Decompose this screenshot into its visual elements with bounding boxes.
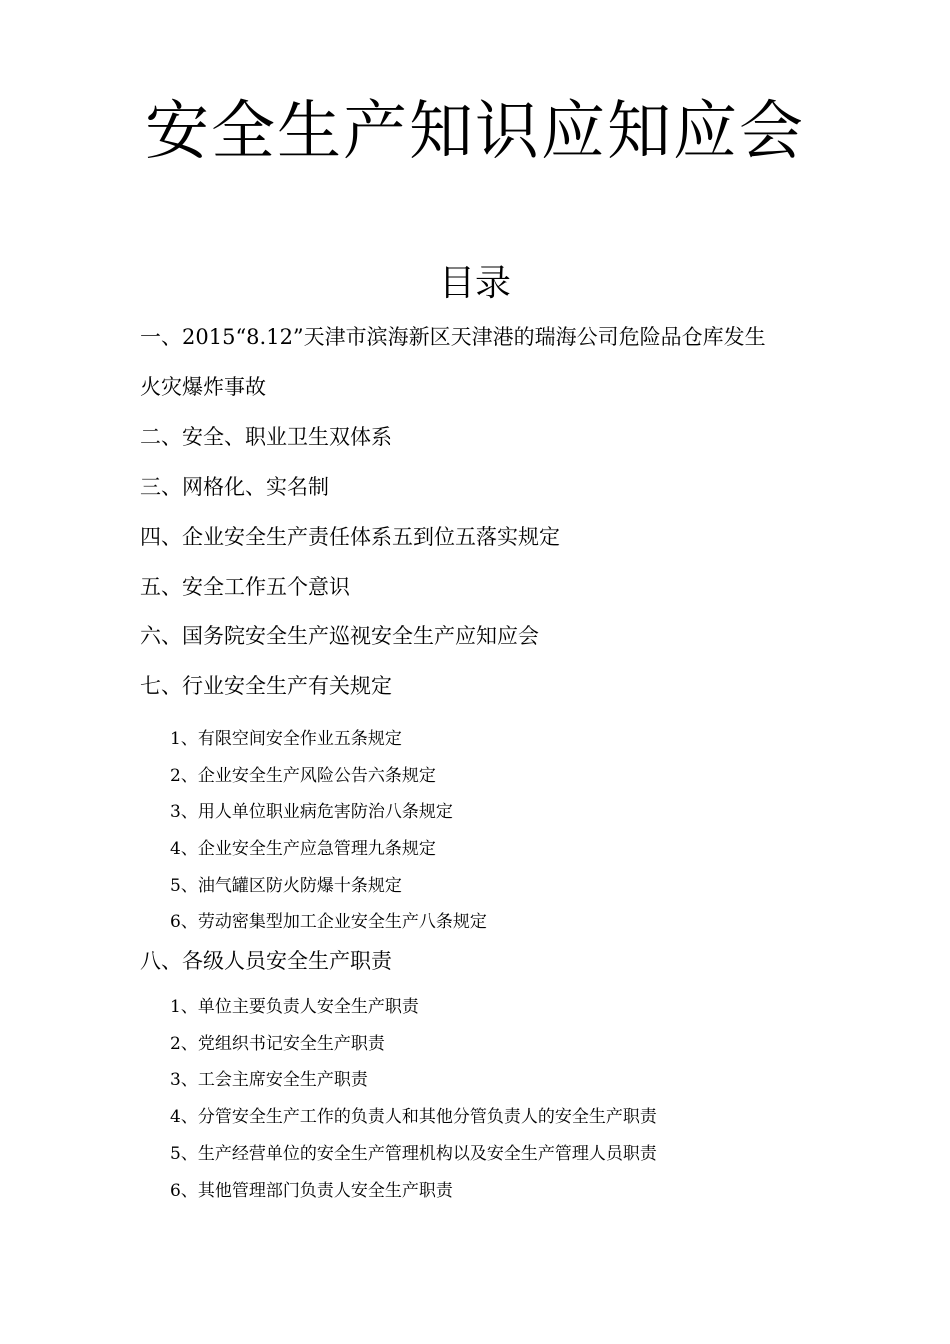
toc-subitem-7-4: 4、企业安全生产应急管理九条规定 [170,839,436,859]
toc-subitem-8-6: 6、其他管理部门负责人安全生产职责 [170,1181,453,1201]
toc-item-4: 四、企业安全生产责任体系五到位五落实规定 [140,525,560,549]
toc-item-3: 三、网格化、实名制 [140,475,329,499]
toc-item-7: 七、行业安全生产有关规定 [140,674,392,698]
toc-item-6: 六、国务院安全生产巡视安全生产应知应会 [140,624,539,648]
toc-item-1-continued: 火灾爆炸事故 [140,375,266,399]
toc-subitem-7-5: 5、油气罐区防火防爆十条规定 [170,876,402,896]
toc-item-2: 二、安全、职业卫生双体系 [140,425,392,449]
toc-subitem-7-6: 6、劳动密集型加工企业安全生产八条规定 [170,912,487,932]
toc-item-8: 八、各级人员安全生产职责 [140,949,392,973]
toc-subitem-7-3: 3、用人单位职业病危害防治八条规定 [170,802,453,822]
toc-subitem-8-1: 1、单位主要负责人安全生产职责 [170,997,419,1017]
toc-item-1: 一、2015“8.12”天津市滨海新区天津港的瑞海公司危险品仓库发生 [140,325,766,349]
toc-subitem-8-5: 5、生产经营单位的安全生产管理机构以及安全生产管理人员职责 [170,1144,657,1164]
toc-subitem-7-2: 2、企业安全生产风险公告六条规定 [170,766,436,786]
toc-item-5: 五、安全工作五个意识 [140,575,350,599]
toc-subitem-8-4: 4、分管安全生产工作的负责人和其他分管负责人的安全生产职责 [170,1107,657,1127]
toc-subitem-7-1: 1、有限空间安全作业五条规定 [170,729,402,749]
toc-heading: 目录 [438,263,511,304]
toc-subitem-8-3: 3、工会主席安全生产职责 [170,1070,368,1090]
document-title: 安全生产知识应知应会 [145,95,805,169]
toc-subitem-8-2: 2、党组织书记安全生产职责 [170,1034,385,1054]
